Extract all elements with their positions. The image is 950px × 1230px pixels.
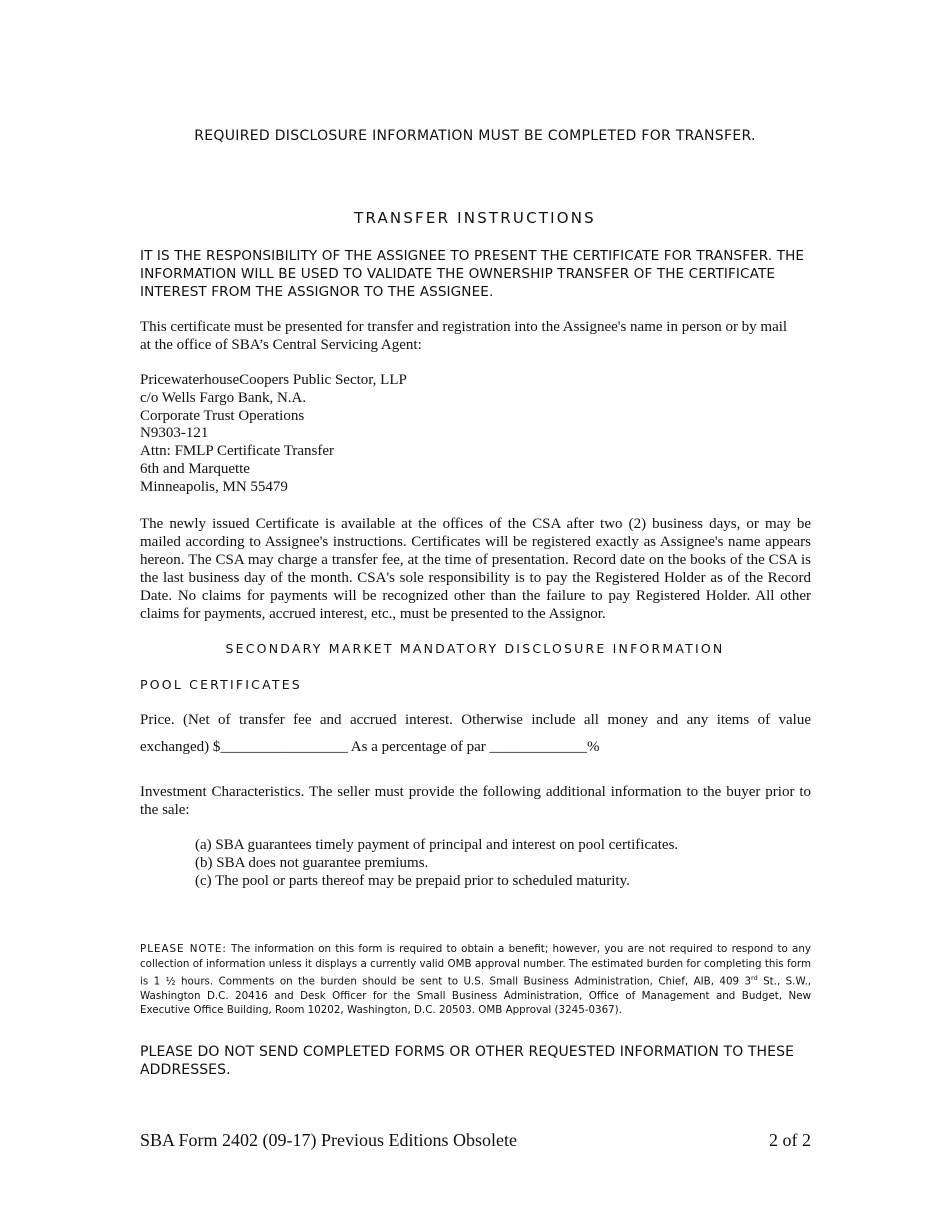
list-item: (a) SBA guarantees timely payment of principal and interest on pool certificates. [195,837,679,853]
notice-text: The information on this form is required to obtain a benefit; however, you are not required to respond to any collection of information unless it displays a currently valid OMB approval number. The estimated burden for completing this form is 1 ½ hours. Comments on the burden should be sent to U.S. Small Business Administration, Chief, AIB, 409 3 [140,943,811,988]
presentation-instructions [140,318,811,354]
pool-certificates-heading: POOL CERTIFICATES [140,677,302,692]
investment-characteristics: Investment Characteristics. The seller must provide the following additional information to the buyer prior to the sale: [140,784,811,818]
address-line: PricewaterhouseCoopers Public Sector, LLP [140,372,407,388]
address-line: c/o Wells Fargo Bank, N.A. [140,389,307,406]
page-number: 2 of 2 [769,1130,811,1150]
price-line-2: exchanged) $_________________ As a percentage of par _____________% [140,739,600,755]
presentation-line-1: This certificate must be presented for transfer and registration into the Assignee's name in person or by mail [140,319,788,335]
page-title: TRANSFER INSTRUCTIONS [354,209,596,227]
address-line: Minneapolis, MN 55479 [140,478,288,495]
address-line: 6th and Marquette [140,460,250,477]
address-line: Attn: FMLP Certificate Transfer [140,443,335,460]
address-line: N9303-121 [140,425,209,442]
price-disclosure [140,711,811,756]
servicing-agent-address [140,372,811,497]
address-line: Corporate Trust Operations [140,407,305,424]
form-identifier: SBA Form 2402 (09-17) Previous Editions Obsolete [140,1130,517,1150]
do-not-send-notice: PLEASE DO NOT SEND COMPLETED FORMS OR OTHER REQUESTED INFORMATION TO THESE ADDRESSES. [140,1044,795,1078]
required-disclosure-notice: REQUIRED DISCLOSURE INFORMATION MUST BE COMPLETED FOR TRANSFER. [194,128,756,144]
list-item: (c) The pool or parts thereof may be prepaid prior to scheduled maturity. [195,873,630,889]
list-item: (b) SBA does not guarantee premiums. [195,855,429,871]
price-line-1: Price. (Net of transfer fee and accrued interest. Otherwise include all money and any items of value [140,712,811,728]
paperwork-notice [140,942,811,1018]
assignee-responsibility-paragraph: IT IS THE RESPONSIBILITY OF THE ASSIGNEE TO PRESENT THE CERTIFICATE FOR TRANSFER. THE INFORMATION WILL BE USED TO VALIDATE THE OWNERSHIP TRANSFER OF THE CERTIFICATE INTEREST FROM THE ASSIGNOR TO THE ASSIGNEE. [140,248,805,300]
presentation-line-2: at the office of SBA’s Central Servicing Agent: [140,337,422,353]
notice-superscript: rd [751,974,758,982]
certificate-availability-paragraph: The newly issued Certificate is available at the offices of the CSA after two (2) business days, or may be mailed according to Assignee's instructions. Certificates will be registered exactly as Assignee's name appears hereon. The CSA may charge a transfer fee, at the time of presentation. Record date on the books of the CSA is the last business day of the month. CSA's sole responsibility is to pay the Registered Holder as of the Record Date. No claims for payments will be recognized other than the failure to pay Registered Holder. All other claims for payments, accrued interest, etc., must be presented to the Assignor. [140,516,811,622]
notice-lead: PLEASE NOTE: [140,943,227,955]
disclosure-list [195,836,811,890]
secondary-market-heading: SECONDARY MARKET MANDATORY DISCLOSURE INFORMATION [225,641,725,656]
notice-text-continued: St., S.W., Washington D.C. 20416 and Desk Officer for the Small Business Administration, Office of Management and Budget, New Executive Office Building, Room 10202, Washington, D.C. 20503. OMB Approval (3245-0367). [140,975,811,1017]
